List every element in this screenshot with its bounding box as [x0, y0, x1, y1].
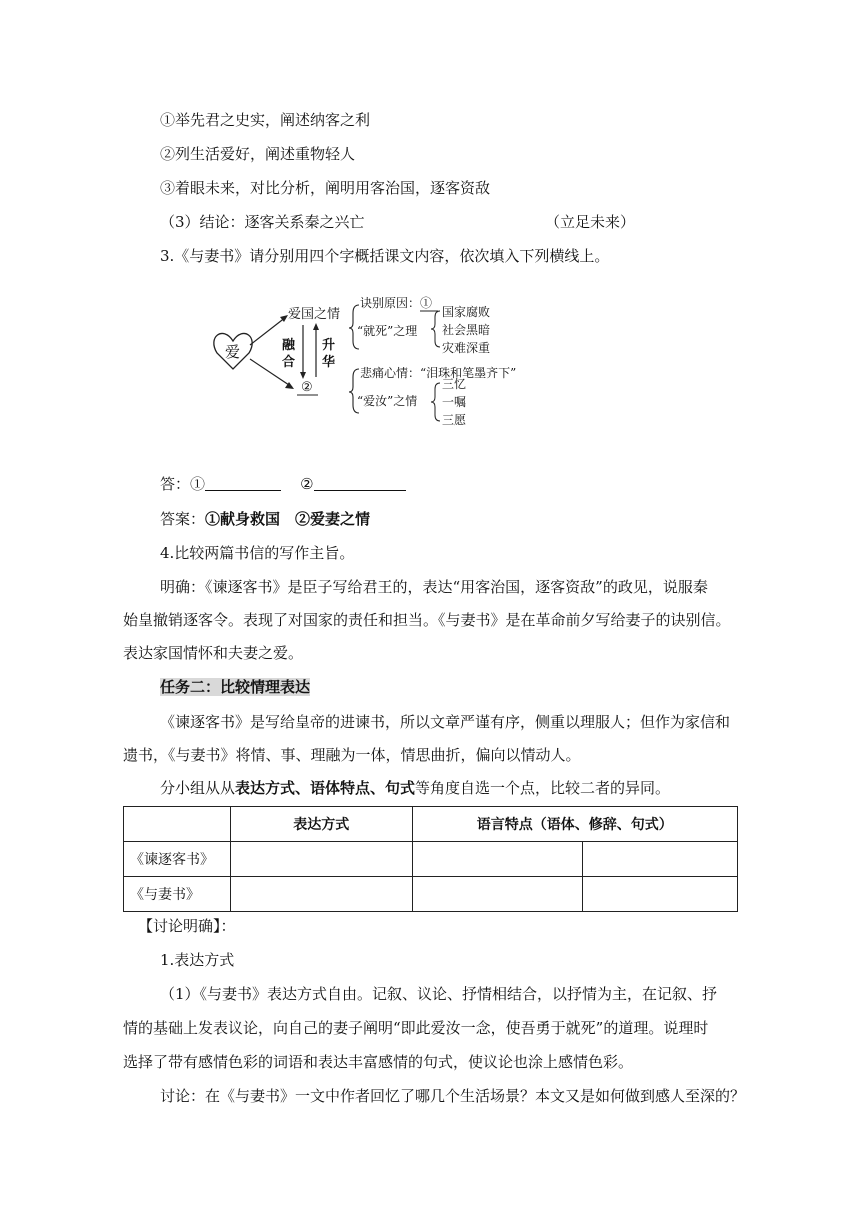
discussion-paragraph-line-3: 选择了带有感情色彩的词语和表达丰富感情的句式，使议论也涂上感情色彩。: [123, 1053, 634, 1071]
discussion-question: 讨论：在《与妻书》一文中作者回忆了哪几个生活场景？本文又是如何做到感人至深的？: [160, 1087, 746, 1105]
rise-label-2: 华: [322, 355, 336, 370]
table-header-cell: 表达方式: [230, 807, 412, 842]
q4-paragraph-line-2: 始皇撤销逐客令。表现了对国家的责任和担当。《与妻书》是在革命前夕写给妻子的诀别信。: [123, 611, 731, 629]
answer-text: ①献身救国 ②爱妻之情: [205, 510, 371, 528]
answer-mid: ②: [300, 475, 314, 493]
task-2-heading: 任务二：比较情理表达: [160, 678, 311, 696]
table-header-cell: [124, 807, 231, 842]
answer-blank-2[interactable]: [314, 474, 406, 491]
table-cell[interactable]: [412, 877, 583, 912]
list-item-3: ③着眼未来，对比分析，阐明用客治国，逐客资敌: [160, 179, 491, 197]
discussion-paragraph-line-1: （1）《与妻书》表达方式自由。记叙、议论、抒情相结合，以抒情为主，在记叙、抒: [160, 985, 718, 1003]
answer-line: [160, 509, 370, 529]
bottom-node: ②: [301, 380, 313, 395]
love-item-2: 一嘱: [442, 395, 467, 409]
conclusion-note: （立足未来）: [545, 213, 636, 231]
discussion-heading: 【讨论明确】：: [138, 917, 236, 935]
answer-blanks: [160, 474, 406, 494]
center-label: 爱: [225, 343, 241, 361]
table-row-label: 《谏逐客书》: [124, 842, 231, 877]
answer-prefix: 答：①: [160, 475, 206, 493]
list-item-1: ①举先君之史实，阐述纳客之利: [160, 111, 371, 129]
table-header-cell: 语言特点（语体、修辞、句式）: [412, 807, 737, 842]
question-4-prompt: 4.比较两篇书信的写作主旨。: [160, 544, 355, 562]
table-cell[interactable]: [583, 842, 738, 877]
reason-item-3: 灾难深重: [442, 341, 491, 355]
answer-blank-1[interactable]: [205, 474, 281, 491]
death-reason-label: “就死”之理: [357, 324, 418, 338]
table-cell[interactable]: [230, 877, 412, 912]
table-header-row: [124, 807, 738, 842]
merge-label-2: 合: [282, 355, 296, 370]
reason-item-2: 社会黑暗: [442, 323, 491, 337]
question-3-prompt: 3.《与妻书》请分别用四个字概括课文内容，依次填入下列横线上。: [160, 247, 610, 265]
q4-paragraph-line-1: 明确：《谏逐客书》是臣子写给君王的，表达“用客治国，逐客资敌”的政见，说服秦: [160, 578, 708, 596]
table-cell[interactable]: [583, 877, 738, 912]
answer-label: 答案：: [160, 510, 206, 528]
q4-paragraph-line-3: 表达家国情怀和夫妻之爱。: [123, 644, 304, 662]
task-2-paragraph-line-1: 《谏逐客书》是写给皇帝的进谏书，所以文章严谨有序，侧重以理服人；但作为家信和: [160, 713, 731, 731]
table-row: [124, 842, 738, 877]
top-node: 爱国之情: [288, 307, 341, 322]
discussion-paragraph-line-2: 情的基础上发表议论，向自己的妻子阐明“即此爱汝一念，使吾勇于就死”的道理。说理时: [123, 1019, 709, 1037]
task-2-paragraph-line-2: 遗书，《与妻书》将情、事、理融为一体，情思曲折，偏向以情动人。: [123, 746, 581, 764]
merge-label-1: 融: [282, 338, 296, 353]
love-item-3: 三愿: [442, 413, 467, 427]
love-structure-diagram: [212, 291, 542, 431]
grief-label: 悲痛心情：“泪珠和笔墨齐下”: [360, 366, 517, 380]
comparison-table: [123, 806, 738, 912]
reason-item-1: 国家腐败: [442, 305, 491, 319]
list-item-2: ②列生活爱好，阐述重物轻人: [160, 145, 356, 163]
task-2-instruction: 分小组从从表达方式、语体特点、句式等角度自选一个点，比较二者的异同。: [160, 779, 671, 797]
conclusion-text: （3）结论：逐客关系秦之兴亡: [160, 213, 365, 231]
table-cell[interactable]: [412, 842, 583, 877]
love-item-1: 三忆: [442, 377, 467, 391]
love-reason-label: “爱汝”之情: [357, 394, 418, 408]
rise-label-1: 升: [322, 338, 336, 353]
discussion-subheading: 1.表达方式: [160, 951, 235, 969]
reason-label: 诀别原因：①: [360, 296, 433, 310]
table-cell[interactable]: [230, 842, 412, 877]
table-row: [124, 877, 738, 912]
table-row-label: 《与妻书》: [124, 877, 231, 912]
